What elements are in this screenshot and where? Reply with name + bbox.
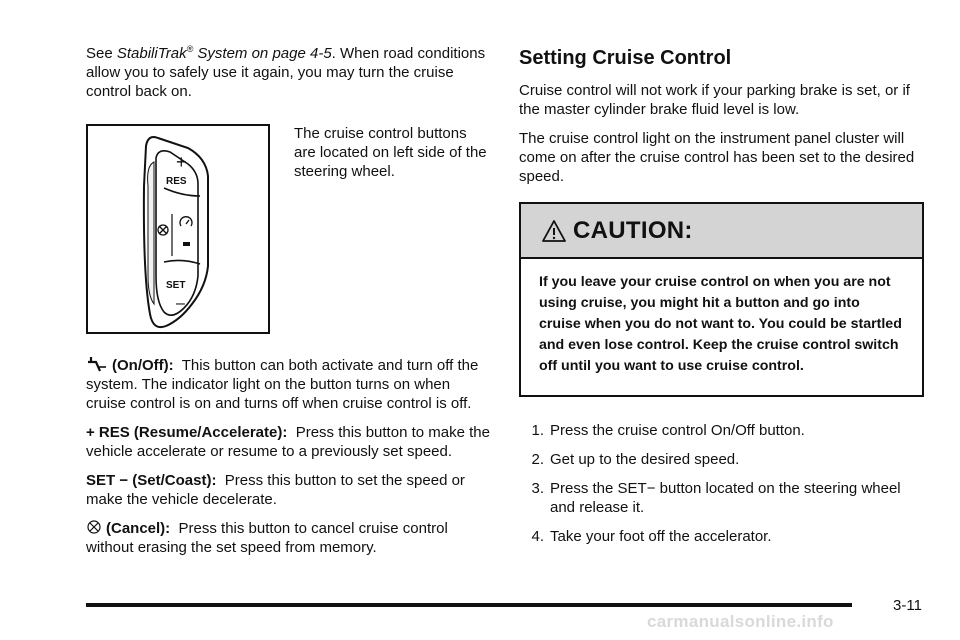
cruise-buttons-figure — [86, 124, 270, 334]
set-text: Press this button to set the speed or make the vehicle decelerate. — [86, 472, 465, 508]
caution-body: If you leave your cruise control on when you are not using cruise, you might hit a button and go into cruise when you do not want to. You could be startled and even lose control. Keep the cruise control switch off until you want to use cruise control. — [539, 274, 902, 374]
list-item: 4. Take your foot off the accelerator. — [531, 528, 772, 545]
on-off-term: (On/Off): — [112, 357, 174, 374]
set-label: SET — [166, 280, 186, 291]
steering-wheel-buttons-illustration — [88, 126, 268, 332]
caution-title: CAUTION: — [573, 216, 693, 244]
caution-header — [521, 204, 922, 259]
res-label: RES — [166, 176, 187, 187]
section-heading: Setting Cruise Control — [519, 47, 732, 69]
watermark: carmanualsonline.info — [647, 612, 834, 631]
plus-label: + — [176, 152, 187, 172]
steps-list — [519, 421, 924, 546]
page-number: 3-11 — [893, 597, 922, 614]
cruise-on-off-icon — [86, 356, 108, 372]
figure-caption: The cruise control buttons are located on left side of the steering wheel. — [294, 125, 487, 180]
set-term: SET − (Set/Coast): — [86, 472, 217, 489]
intro-rest: . When road conditions allow you to safely use it again, you may turn the cruise control back on. — [86, 45, 486, 100]
cruise-cancel-icon — [86, 519, 102, 535]
paragraph-cruise-light: The cruise control light on the instrument panel cluster will come on after the cruise control has been set to the desired speed. — [519, 130, 915, 185]
item-cancel — [86, 519, 490, 557]
list-item: 2. Get up to the desired speed. — [531, 451, 740, 468]
left-column — [86, 40, 490, 567]
item-res — [86, 423, 490, 461]
item-on-off — [86, 356, 490, 413]
caution-box — [519, 202, 924, 397]
res-text: Press this button to make the vehicle accelerate or resume to a previously set speed. — [86, 424, 490, 460]
stabilitrak-link[interactable]: StabiliTrak® System on page 4-5 — [116, 44, 332, 62]
list-item: 3. Press the SET− button located on the steering wheel and release it. — [531, 480, 901, 516]
cancel-text: Press this button to cancel cruise control without erasing the set speed from memory. — [86, 520, 448, 556]
cancel-term: (Cancel): — [106, 520, 171, 537]
paragraph-parking-brake: Cruise control will not work if your parking brake is set, or if the master cylinder brake fluid level is low. — [519, 82, 910, 118]
intro-see: See — [86, 45, 117, 62]
minus-label: – — [176, 295, 185, 312]
res-term: + RES (Resume/Accelerate): — [86, 424, 288, 441]
right-column — [519, 40, 924, 556]
indicator-light — [183, 242, 190, 246]
intro-paragraph — [86, 40, 490, 101]
item-set — [86, 471, 490, 509]
footer-rule — [86, 603, 852, 607]
warning-triangle-icon — [541, 218, 567, 244]
figure-row — [86, 124, 490, 334]
list-item: 1. Press the cruise control On/Off button. — [531, 422, 805, 439]
on-off-text: This button can both activate and turn off the system. The indicator light on the button turns on when cruise control is on and turns off when cruise control is off. — [86, 357, 479, 412]
